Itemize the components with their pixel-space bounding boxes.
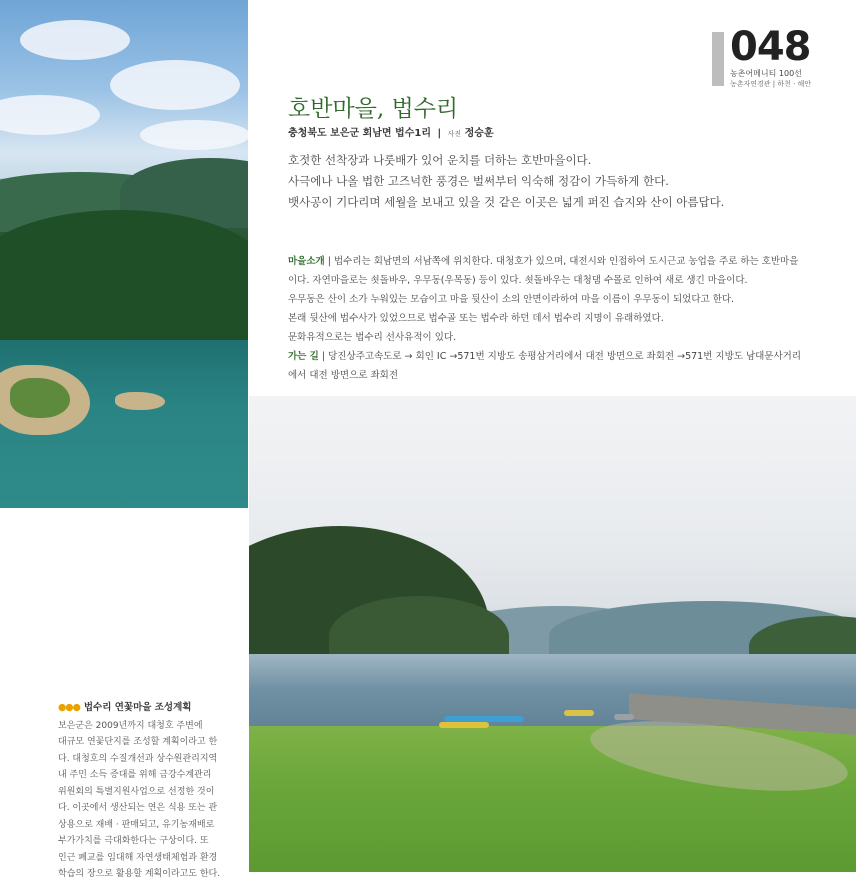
location-line	[288, 124, 494, 139]
page-number: 048	[730, 24, 811, 70]
village-intro	[288, 252, 818, 385]
sidebar-line: 다. 대청호의 수질개선과 상수원관리지역	[58, 753, 218, 764]
intro-line: 우무동은 산이 소가 누워있는 모습이고 마을 뒷산이 소의 안면이라하여 마을 이름이 우무동이 되었다고 한다.	[288, 294, 735, 305]
intro-line: 이다. 자연마을로는 쇳돌바우, 우무동(우목동) 등이 있다. 쇳돌바우는 대청댐 수몰로 인하여 새로 생긴 마을이다.	[288, 275, 748, 286]
bullet-dots-icon: ●●●	[58, 702, 80, 713]
sidebar-line: 다. 이곳에서 생산되는 연은 식용 또는 관	[58, 803, 218, 813]
directions-line	[288, 347, 818, 366]
article-title: 호반마을, 법수리	[288, 96, 459, 122]
sidebar-heading	[58, 700, 236, 717]
sidebar-line: 인근 폐교를 임대해 자연생태체험과 환경	[58, 852, 218, 863]
intro-text: 법수리는 회남면의 서남쪽에 위치한다. 대청호가 있으며, 대전시와 인접하여 도시근교 농업을 주로 하는 호반마을	[333, 256, 799, 267]
intro-label: 마을소개	[288, 256, 325, 267]
directions-text: 당진상주고속도로 → 회인 IC →571번 지방도 송평삼거리에서 대전 방면으로 좌회전 →571번 지방도 남대문사거리	[328, 351, 802, 362]
directions-label: 가는 길	[288, 351, 319, 362]
lake-photo-main	[249, 396, 856, 872]
intro-line: 본래 뒷산에 법수사가 있었으므로 법수골 또는 법수라 하던 데서 법수리 지명이 유래하였다.	[288, 313, 664, 324]
series-category: 농촌자연경관 | 하천 · 해안	[730, 80, 812, 88]
directions-line: 에서 대전 방면으로 좌회전	[288, 370, 399, 381]
intro-line: 문화유적으로는 법수리 선사유적이 있다.	[288, 332, 457, 343]
sidebar-caption	[58, 700, 236, 883]
sidebar-line: 보은군은 2009년까지 대청호 주변에	[58, 720, 203, 731]
lead-line: 호젓한 선착장과 나룻배가 있어 운치를 더하는 호반마을이다.	[288, 153, 592, 167]
lead-paragraph	[288, 150, 808, 213]
sidebar-heading-text: 법수리 연꽃마을 조성계획	[83, 702, 192, 713]
location-separator: |	[437, 128, 442, 139]
intro-line	[288, 252, 818, 271]
photographer: 정승훈	[464, 128, 494, 139]
directions-separator: |	[321, 351, 326, 362]
sidebar-line: 학습의 장으로 활용할 계획이라고도 한다.	[58, 869, 221, 879]
photo-credit-label: 사진	[447, 130, 462, 138]
sidebar-line: 위원회의 특별지원사업으로 선정한 것이	[58, 786, 215, 797]
lead-line: 사극에나 나올 법한 고즈넉한 풍경은 벌써부터 익숙해 정감이 가득하게 한다.	[288, 174, 669, 188]
sidebar-line: 부가가치를 극대화한다는 구상이다. 또	[58, 836, 209, 846]
series-label	[730, 68, 811, 90]
page-number-bar	[712, 32, 724, 86]
intro-separator: |	[327, 256, 331, 267]
sidebar-line: 내 주민 소득 증대를 위해 금강수계관리	[58, 770, 212, 780]
landscape-photo-top-left	[0, 0, 248, 508]
address: 충청북도 보은군 회남면 법수1리	[288, 128, 431, 139]
lead-line: 뱃사공이 기다리며 세월을 보내고 있을 것 같은 이곳은 넓게 퍼진 습지와 산이 아름답다.	[288, 195, 725, 209]
series-title: 농촌어메니티 100선	[730, 69, 802, 78]
sidebar-line: 대규모 연꽃단지를 조성할 계획이라고 한	[58, 737, 218, 747]
sidebar-line: 상용으로 재배 · 판매되고, 유기농재배로	[58, 819, 215, 830]
